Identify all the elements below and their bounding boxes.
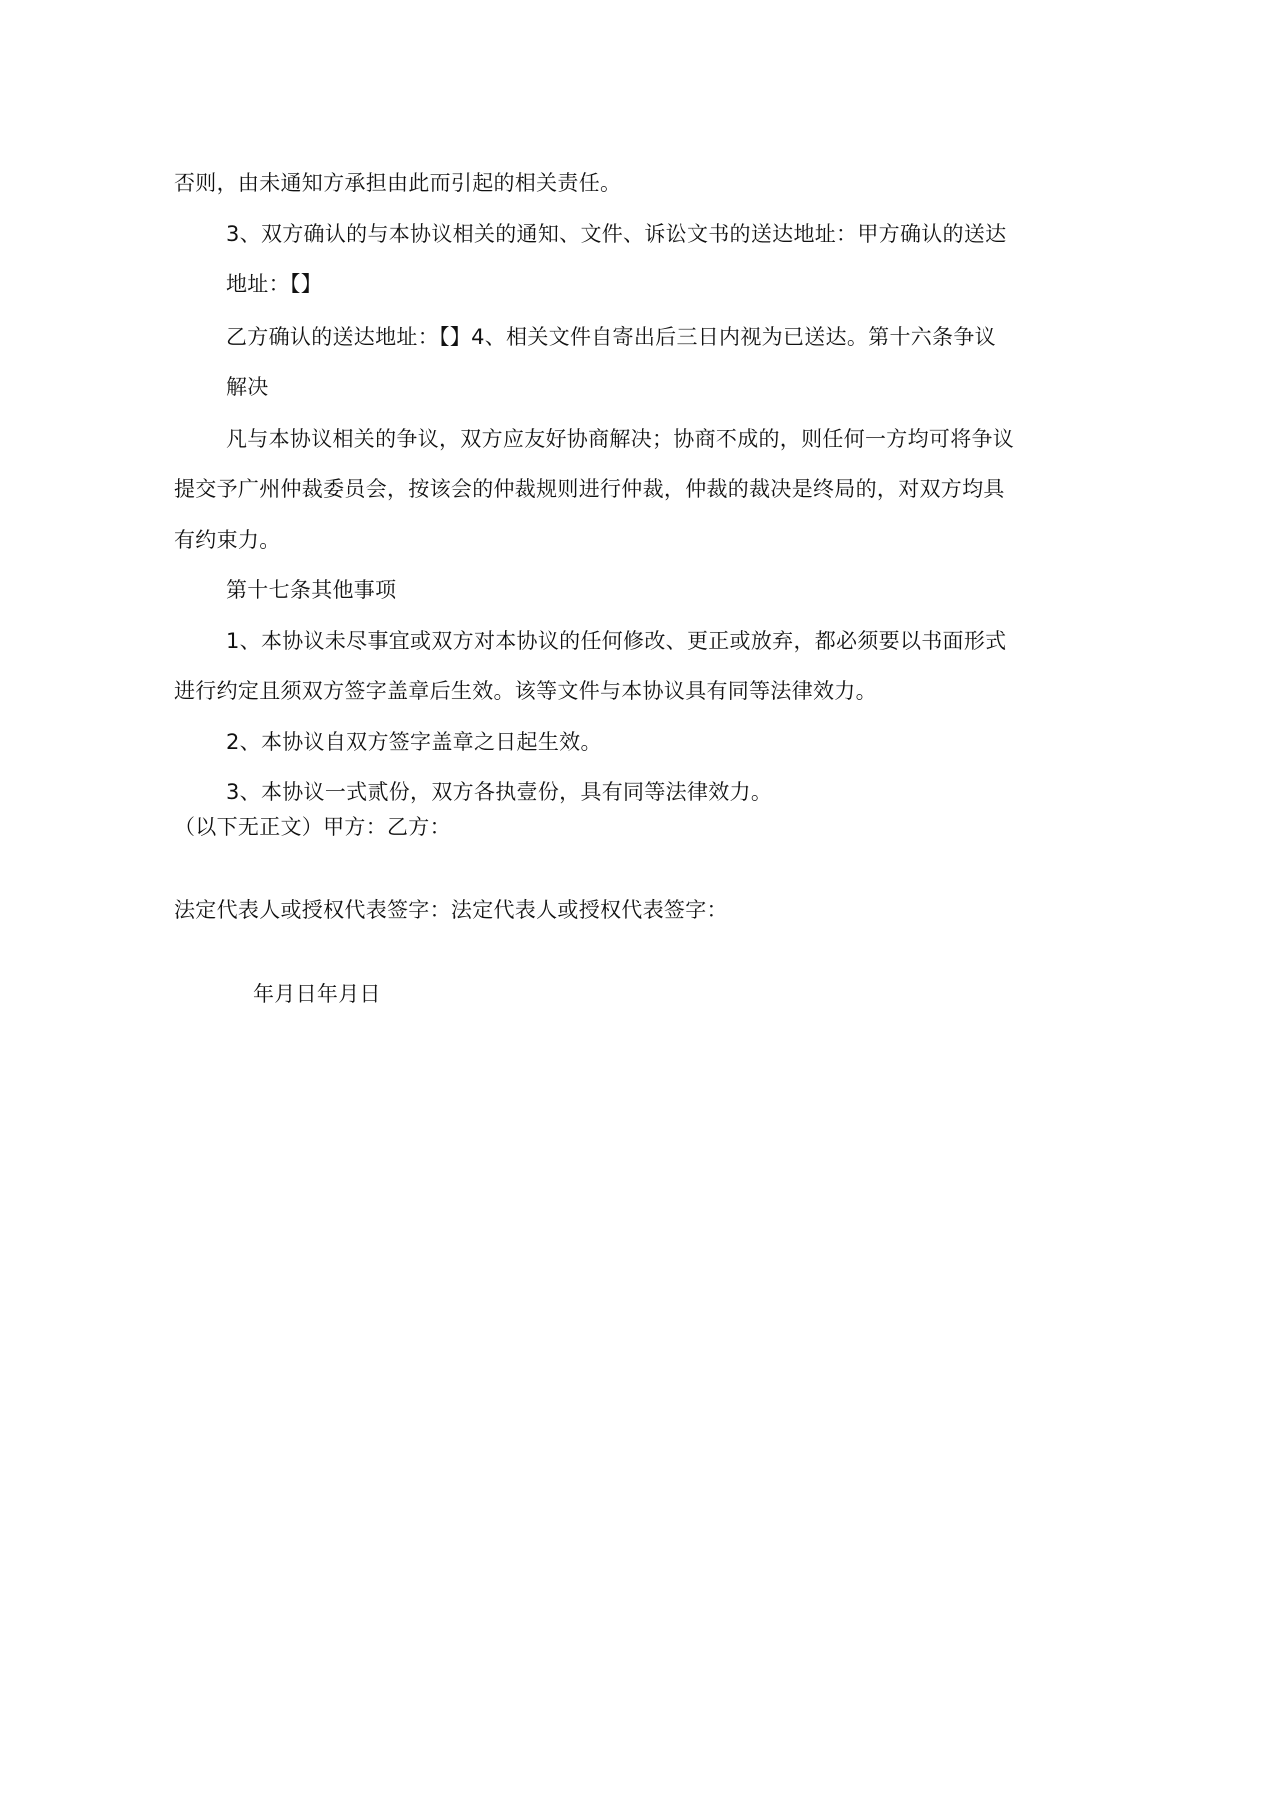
text-line: 1、本协议未尽事宜或双方对本协议的任何修改、更正或放弃，都必须要以书面形式 bbox=[226, 629, 1007, 653]
section-heading: 第十七条其他事项 bbox=[226, 578, 397, 602]
signature-representative-line: 法定代表人或授权代表签字：法定代表人或授权代表签字： bbox=[174, 898, 728, 922]
text-line: 解决 bbox=[226, 375, 269, 399]
text-line: 否则，由未通知方承担由此而引起的相关责任。 bbox=[174, 171, 622, 195]
text-line: 3、本协议一式贰份，双方各执壹份，具有同等法律效力。 bbox=[226, 780, 773, 804]
text-line: 地址：【】 bbox=[226, 272, 322, 296]
signature-date-line: 年月日年月日 bbox=[253, 982, 381, 1006]
text-line: 2、本协议自双方签字盖章之日起生效。 bbox=[226, 730, 602, 754]
text-line: 有约束力。 bbox=[174, 528, 281, 552]
text-line: 凡与本协议相关的争议，双方应友好协商解决；协商不成的，则任何一方均可将争议 bbox=[226, 427, 1015, 451]
text-line: 进行约定且须双方签字盖章后生效。该等文件与本协议具有同等法律效力。 bbox=[174, 679, 877, 703]
signature-parties-line: （以下无正文）甲方：乙方： bbox=[174, 815, 451, 839]
text-line: 3、双方确认的与本协议相关的通知、文件、诉讼文书的送达地址：甲方确认的送达 bbox=[226, 222, 1007, 246]
text-line: 提交予广州仲裁委员会，按该会的仲裁规则进行仲裁，仲裁的裁决是终局的，对双方均具 bbox=[174, 477, 1005, 501]
text-line: 乙方确认的送达地址：【】4、相关文件自寄出后三日内视为已送达。第十六条争议 bbox=[226, 325, 996, 349]
